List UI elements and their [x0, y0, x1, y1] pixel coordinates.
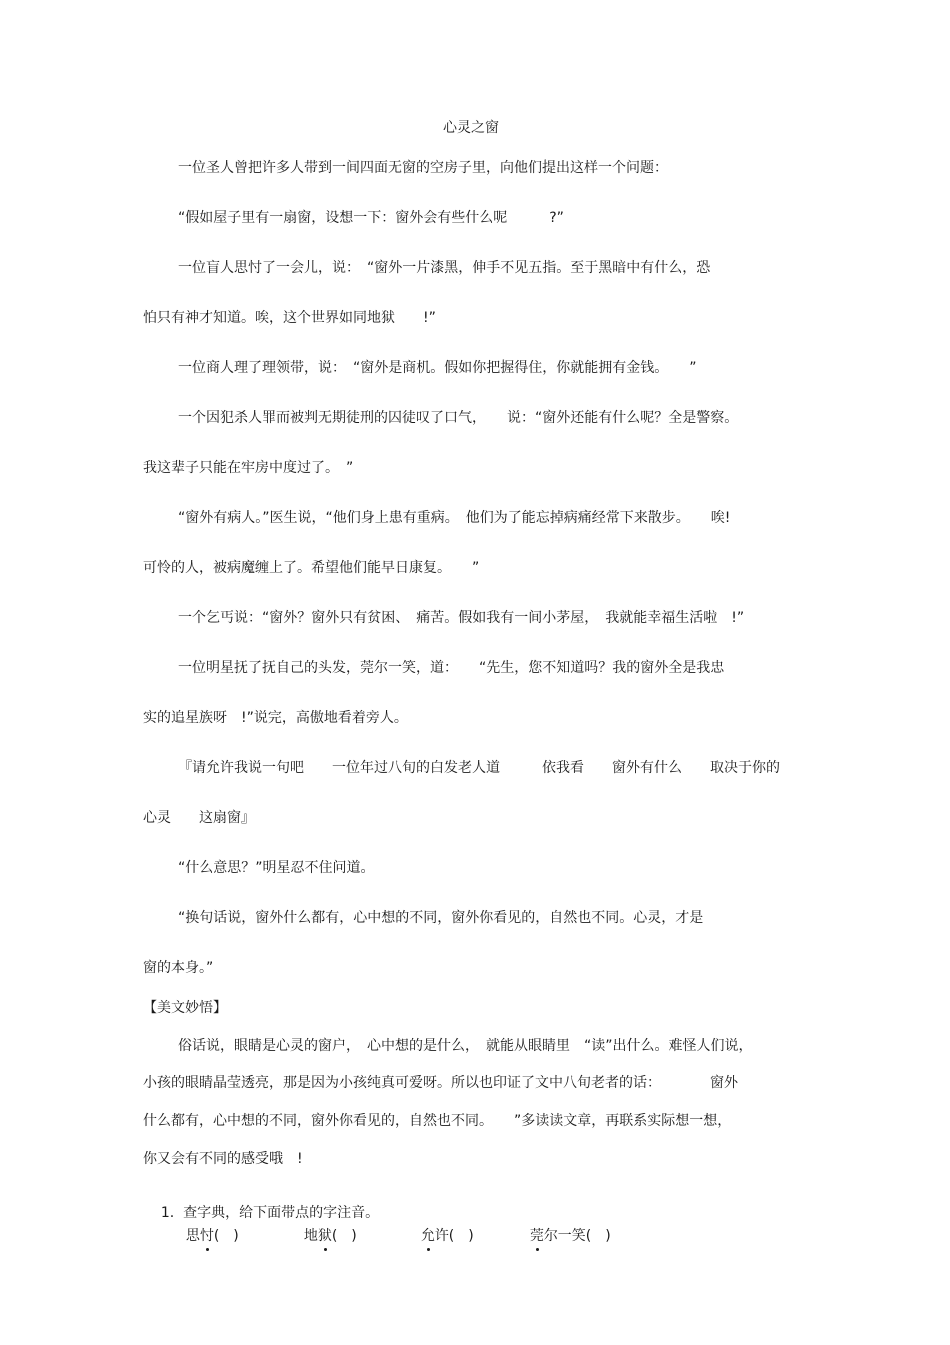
answer-blank[interactable]: ( ) [213, 1228, 239, 1244]
exercise-item [286, 1206, 357, 1266]
commentary-line-3: 什么都有，心中想的不同，窗外你看见的，自然也不同。 ”多读读文章，再联系实际想一想， [143, 1113, 732, 1129]
paragraph-10: “什么意思？”明星忍不住问道。 [178, 860, 375, 876]
dotted-char: 忖 [199, 1228, 214, 1244]
page-title: 心灵之窗 [443, 120, 499, 136]
paragraph-8-line-2: 实的追星族呀 !”说完，高傲地看着旁人。 [143, 710, 408, 726]
exercise-prompt-text: 查字典，给下面带点的字注音。 [183, 1205, 380, 1221]
paragraph-2: “假如屋子里有一扇窗，设想一下：窗外会有些什么呢 ?” [178, 210, 564, 226]
dotted-char: 莞 [529, 1228, 544, 1244]
answer-blank[interactable]: ( ) [331, 1228, 357, 1244]
paragraph-6-line-1: “窗外有病人。”医生说，“他们身上患有重病。 他们为了能忘掉病痛经常下来散步。 唉! [178, 510, 731, 526]
paragraph-7: 一个乞丐说：“窗外？窗外只有贫困、 痛苦。假如我有一间小茅屋， 我就能幸福生活啦 !” [178, 610, 745, 626]
item-text: 思 [185, 1228, 200, 1244]
exercise-item [512, 1206, 611, 1266]
commentary-line-4: 你又会有不同的感受哦 ! [143, 1151, 303, 1167]
paragraph-11-line-2: 窗的本身。” [143, 960, 214, 976]
dotted-char: 允 [420, 1228, 435, 1244]
paragraph-8-line-1: 一位明星抚了抚自己的头发，莞尔一笑，道： “先生，您不知道吗？我的窗外全是我忠 [178, 660, 725, 676]
item-text: 地 [303, 1228, 318, 1244]
paragraph-3-line-2: 怕只有神才知道。唉，这个世界如同地狱 !” [143, 310, 436, 326]
commentary-heading: 【美文妙悟】 [143, 1000, 227, 1016]
paragraph-9-line-2: 心灵 这扇窗』 [143, 810, 255, 826]
paragraph-6-line-2: 可怜的人，被病魔缠上了。希望他们能早日康复。 ” [143, 560, 480, 576]
exercise-item [168, 1206, 239, 1266]
commentary-line-1: 俗话说，眼睛是心灵的窗户， 心中想的是什么， 就能从眼睛里 “读”出什么。难怪人们说， [178, 1038, 753, 1054]
paragraph-5-line-1: 一个因犯杀人罪而被判无期徒刑的囚徒叹了口气， 说：“窗外还能有什么呢？全是警察。 [178, 410, 739, 426]
exercise-item [403, 1206, 474, 1266]
paragraph-5-line-2: 我这辈子只能在牢房中度过了。 ” [143, 460, 354, 476]
paragraph-11-line-1: “换句话说，窗外什么都有，心中想的不同，窗外你看见的，自然也不同。心灵，才是 [178, 910, 704, 926]
paragraph-4: 一位商人理了理领带，说： “窗外是商机。假如你把握得住，你就能拥有金钱。 ” [178, 360, 697, 376]
answer-blank[interactable]: 尔一笑( ) [543, 1228, 611, 1244]
paragraph-3-line-1: 一位盲人思忖了一会儿，说： “窗外一片漆黑，伸手不见五指。至于黑暗中有什么，恐 [178, 260, 711, 276]
dotted-char: 狱 [317, 1228, 332, 1244]
paragraph-1: 一位圣人曾把许多人带到一间四面无窗的空房子里，向他们提出这样一个问题： [178, 160, 668, 176]
exercise-number: 1. [160, 1205, 175, 1221]
answer-blank[interactable]: 许( ) [434, 1228, 474, 1244]
commentary-line-2: 小孩的眼睛晶莹透亮，那是因为小孩纯真可爱呀。所以也印证了文中八旬老者的话： 窗外 [143, 1075, 738, 1091]
paragraph-9-line-1: 『请允许我说一句吧 一位年过八旬的白发老人道 依我看 窗外有什么 取决于你的 [178, 760, 780, 776]
